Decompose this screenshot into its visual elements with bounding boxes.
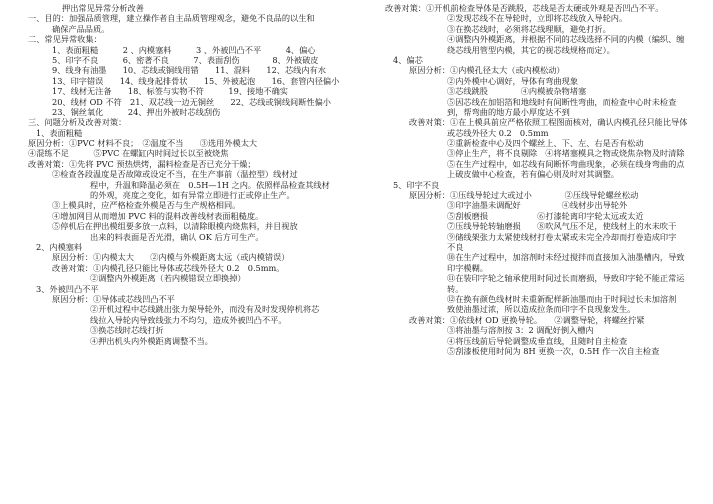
left-line: 1、表面粗糙 [36, 127, 83, 138]
right-line: 转。 [447, 283, 464, 294]
right-line: ④调整内外模距离，并根据不同的芯线选择不同的内模（编织、缠 [447, 34, 685, 45]
right-line: 绕芯线用管型内模，其它的视芯线规格而定）。 [447, 44, 615, 55]
right-line: 4、偏芯 [393, 54, 423, 65]
right-line: 原因分析：①压线导轮过大或过小 ②压线导轮螺丝松动 [409, 190, 639, 201]
right-line: ⑨储线架张力太紧使线材打卷太紧或未完全冷却而打卷造成印字 [447, 231, 677, 242]
right-line: ⑤在生产过程中，如芯线有间断怀弯曲现象，必须在线身弯曲的点 [447, 158, 685, 169]
left-line: 程中，升温和降温必须在 0.5H—1H 之内。依照样品检查其线材 [90, 179, 330, 190]
left-line: ③上模具时，应严格检查外模是否与生产规格相同。 [52, 200, 241, 211]
right-line: 不良 [447, 241, 464, 252]
right-line: 5、印字不良 [393, 179, 440, 190]
right-line: 到，帮弯曲的地方最小厚度达不到 [447, 106, 570, 117]
right-line: 印字模糊。 [447, 262, 488, 273]
right-line: 上破皮做中心检查，若有偏心则及时对其调整。 [447, 169, 619, 180]
left-line: ②检查各段温度是否故障或设定不当，在生产事前（温控型）线材过 [52, 169, 298, 180]
left-line: 23、铜丝氧化 24、押出外被时芯线刮伤 [52, 106, 221, 117]
left-line: ⑤停机后在押出模组要多放一点料，以清除眼模内烧焦料，并目视放 [52, 221, 298, 232]
left-line: 二、常见异常收集： [28, 34, 102, 45]
left-line: 一、目的：加强品质管理，建立操作者自主品质管理观念，避免不良品的以生和 [28, 13, 315, 24]
left-line: 3、外被凹凸不平 [36, 283, 99, 294]
left-line: 的外观，亮度之变化，如有异常立即进行正或停止生产。 [90, 190, 295, 201]
right-line: 致使油墨过浓，所以造成拉条而印字不良现象发生。 [447, 304, 636, 315]
left-line: 改善对策：①先将 PVC 预热烘烤，漏料检查是否已充分干燥； [28, 158, 256, 169]
left-line: 2、内模塞料 [36, 241, 83, 252]
right-line: 改善对策：①在上模具前应严格依照工程图面核对，确认内模孔径只能比导体 [409, 117, 688, 128]
left-line: ④增加网目从而增加 PVC 料的混料改善线材表面粗糙度。 [52, 210, 264, 221]
right-line: 或芯线外径大 0.2 0.5mm [447, 127, 549, 138]
left-line: 改善对策：①内模孔径只能比导体或芯线外径大 0.2 0.5mm。 [52, 262, 285, 273]
left-line: 13、印字错误 14、线身起排骨状 15、外被起泡 16、套管内径偏小 [52, 75, 340, 86]
left-line: ②开机过程中芯线跳出张力架导轮外，而没有及时发现停机将芯 [90, 304, 320, 315]
right-line: ⑦压线导轮转轴磨损 ⑧吹风气压不足，使线材上的水未吹干 [447, 221, 677, 232]
right-line: ⑫在换有颜色线材时未重新配样新油墨而由于时间过长未加溶剂 [447, 293, 677, 304]
right-line: ②重新检查中心及四个螺丝上、下、左、右是否有松动 [447, 138, 644, 149]
left-line: 20、线材 OD 不符 21、双芯线一边无铜丝 22、芯线或铜线间断性偏小 [52, 96, 331, 107]
left-line: 押出常见异常分析改善 [62, 3, 144, 13]
left-column [28, 4, 353, 347]
left-line: 三、问题分析及改善对策： [28, 117, 127, 128]
left-line: 9、线身有油墨 10、芯线或铜线用错 11、混料 12、芯线内有水 [52, 65, 326, 76]
left-line: 5、印字不良 6、密著不良 7、表面刮伤 8、外被破皮 [52, 54, 319, 65]
left-line: 线拉入导轮内导致线张力不均匀，造成外被凹凸不平。 [90, 314, 287, 325]
right-line: ③在换芯线时，必须将芯线理顺，避免打折。 [447, 23, 611, 34]
right-line: 改善对策：①依线材 OD 更换导轮。 ②调整导轮，将螺丝拧紧 [409, 314, 645, 325]
left-line: 原因分析：①导体或芯线凹凸不平 [52, 293, 175, 304]
left-line: 1、表面粗糙 2 、内模塞料 3 、外被凹凸不平 4、偏心 [52, 44, 316, 55]
right-line: ②发现芯线不在导轮时，立即将芯线放入导轮内。 [447, 13, 628, 24]
right-line: ⑪在装印字轮之轴承使用时间过长而磨损，导致印字轮不能正常运 [447, 273, 685, 284]
left-line: 确保产品品质。 [52, 23, 110, 34]
left-line: 出来的料表面是否光滑，确认 OK 后方可生产。 [90, 231, 264, 242]
right-line: ③将油墨与溶剂按 3：2 调配好倒入槽内 [447, 325, 594, 336]
right-line: ③停止生产，将不良剔除 ④将堵塞模具之物或烧焦杂物及时清除 [447, 148, 685, 159]
left-line: 原因分析：①PVC 材料不良； ②温度不当 ③选用外模太大 [28, 138, 258, 149]
right-line: ③芯线跳股 ④内模被杂物堵塞 [447, 86, 587, 97]
right-line: ⑩在生产过程中，加溶剂时未经过搅拌而直接加入油墨槽内，导致 [447, 252, 685, 263]
left-line: ④押出机头内外模距离调整不当。 [90, 335, 213, 346]
left-line: ②调整内外模距离（若内模错误立即换掉） [90, 273, 246, 284]
right-line: ②内外模中心调好，导体有弯曲现象 [447, 75, 579, 86]
left-line: 原因分析：①内模太大 ②内模与外模距离太远（或内模错误） [52, 252, 290, 263]
right-line: ⑤刮板磨损 ⑥打漆轮离印字轮太远或太近 [447, 210, 644, 221]
left-line: ③换芯线时芯线打折 [90, 325, 164, 336]
right-column [385, 4, 703, 357]
right-line: ③印字油墨未调配好 ④线材步出导轮外 [447, 200, 628, 211]
right-line: 原因分析：①内模孔径太大（或内模松动） [409, 65, 565, 76]
left-line: ④混练不足 ⑤PVC 在螺缸内时间过长以至被烧焦 [28, 148, 229, 159]
right-line: ⑤因芯线在加铝箔和地线时有间断性弯曲，而检查中心时未检查 [447, 96, 677, 107]
right-line: 改善对策：①开机前检查导体是否跳股，芯线是否太硬或外观是否凹凸不平。 [385, 3, 664, 13]
left-line: 17、线材无注备 18、标签与实物不符 19、接地不确实 [52, 86, 288, 97]
right-line: ⑤刮漆板使用时间为 8H 更换一次，0.5H 作一次自主检查 [447, 345, 660, 356]
right-line: ④将压线前后导轮调整成垂直线，且随时自主检查 [447, 335, 628, 346]
